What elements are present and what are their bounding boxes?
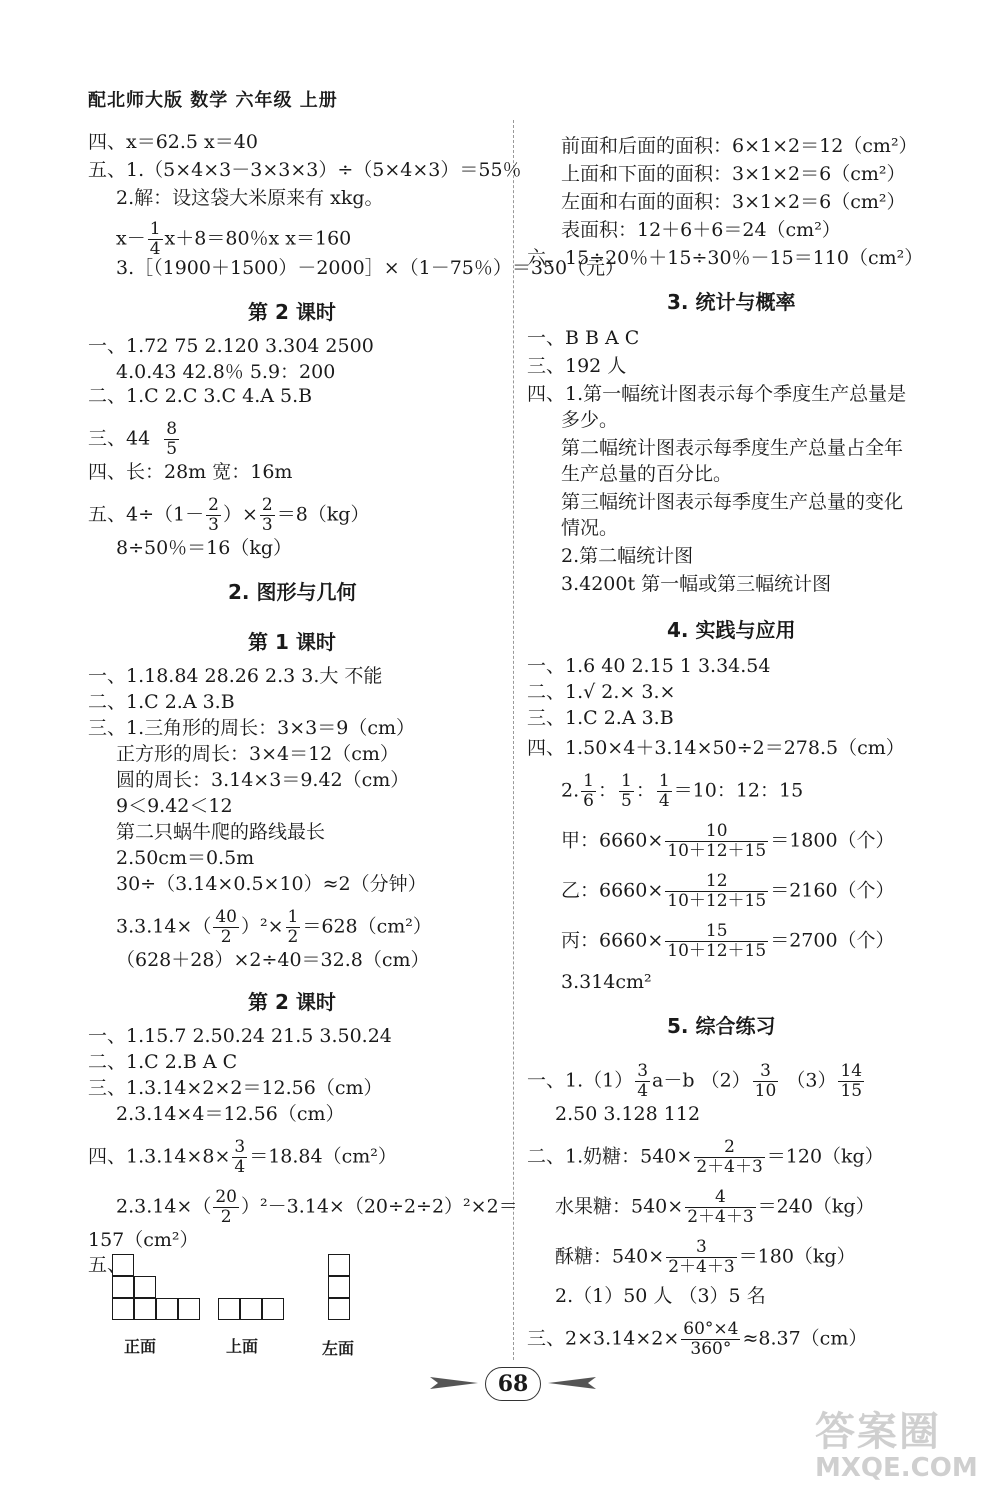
answer-line: 3.4200t 第一幅或第三幅统计图 bbox=[561, 573, 832, 595]
answer-line: 2.解：设这袋大米原来有 xkg。 bbox=[116, 187, 384, 209]
grid-cell bbox=[112, 1298, 134, 1320]
fraction: $\frac{1}{5}$ bbox=[620, 771, 632, 811]
answer-line: 圆的周长：3.14×3＝9.42（cm） bbox=[116, 769, 410, 791]
answer-line: 二、1.C 2.B A C bbox=[88, 1051, 238, 1073]
answer-line: 2.3.14×（ $\frac{20}{2}$ ）²－3.14×（20÷2÷2）²×2＝ bbox=[116, 1187, 518, 1227]
watermark bbox=[815, 1400, 978, 1483]
answer-line: 乙：6660× $\frac{12}{10+12+15}$ ＝2160（个） bbox=[561, 871, 895, 911]
answer-line: 3.314cm² bbox=[561, 971, 652, 993]
answer-line: 上面和下面的面积：3×1×2＝6（cm²） bbox=[561, 163, 906, 185]
answer-line: 一、1.（1） $\frac{3}{4}$ a－b （2） $\frac{3}{10}$ （3） $\frac{14}{15}$ bbox=[527, 1061, 863, 1101]
fraction: $\frac{1}{4}$ bbox=[149, 219, 161, 259]
book-header: 配北师大版 数学 六年级 上册 bbox=[88, 90, 338, 111]
grid-cell bbox=[328, 1276, 350, 1298]
answer-line: 第二幅统计图表示每季度生产总量占全年 bbox=[561, 437, 904, 459]
answer-line: 一、1.18.84 28.26 2.3 3.大 不能 bbox=[88, 665, 383, 687]
answer-line: 左面和右面的面积：3×1×2＝6（cm²） bbox=[561, 191, 906, 213]
grid-cell bbox=[112, 1276, 134, 1298]
answer-line: 情况。 bbox=[561, 517, 619, 539]
fraction: $\frac{3}{4}$ bbox=[637, 1061, 649, 1101]
answer-line: 二、1.C 2.C 3.C 4.A 5.B bbox=[88, 385, 313, 407]
answer-line: 四、1.3.14×8× $\frac{3}{4}$ ＝18.84（cm²） bbox=[88, 1137, 397, 1177]
section-heading: 第 2 课时 bbox=[248, 300, 336, 324]
answer-line: 表面积：12＋6＋6＝24（cm²） bbox=[561, 219, 841, 241]
view-label-top: 上面 bbox=[226, 1337, 259, 1356]
fraction: $\frac{20}{2}$ bbox=[215, 1187, 237, 1227]
column-divider bbox=[513, 120, 514, 1360]
answer-line: 前面和后面的面积：6×1×2＝12（cm²） bbox=[561, 135, 918, 157]
fraction: $\frac{10}{10+12+15}$ bbox=[667, 821, 767, 861]
page-number: 68 bbox=[485, 1367, 541, 1401]
answer-line: 8÷50％＝16（kg） bbox=[116, 537, 293, 559]
answer-line: 多少。 bbox=[561, 409, 619, 431]
grid-cell bbox=[240, 1298, 262, 1320]
answer-line: 丙：6660× $\frac{15}{10+12+15}$ ＝2700（个） bbox=[561, 921, 895, 961]
answer-line: 三、44 $\frac{8}{5}$ bbox=[88, 419, 178, 459]
fraction: $\frac{2}{3}$ bbox=[261, 495, 273, 535]
fraction: $\frac{2}{3}$ bbox=[208, 495, 219, 535]
answer-line: 157（cm²） bbox=[88, 1229, 199, 1251]
grid-cell bbox=[262, 1298, 284, 1320]
fraction: $\frac{60^\circ\times 4}{360^\circ}$ bbox=[683, 1319, 739, 1359]
answer-line: 生产总量的百分比。 bbox=[561, 463, 733, 485]
answer-line: 四、1.第一幅统计图表示每个季度生产总量是 bbox=[527, 383, 907, 405]
fraction: $\frac{1}{6}$ bbox=[583, 771, 594, 811]
fraction: $\frac{14}{15}$ bbox=[840, 1061, 863, 1101]
three-views-figure bbox=[88, 1250, 388, 1360]
section-heading: 3. 统计与概率 bbox=[667, 290, 796, 314]
watermark-url: MXQE.COM bbox=[815, 1453, 978, 1483]
fraction: $\frac{40}{2}$ bbox=[215, 907, 237, 947]
fraction: $\frac{3}{2+4+3}$ bbox=[668, 1237, 735, 1277]
grid-cell bbox=[134, 1298, 156, 1320]
answer-line: 酥糖：540× $\frac{3}{2+4+3}$ ＝180（kg） bbox=[555, 1237, 856, 1277]
answer-line: 三、1.C 2.A 3.B bbox=[527, 707, 674, 729]
answer-line: 三、192 人 bbox=[527, 355, 627, 377]
watermark-logo: 答案圈 bbox=[815, 1409, 941, 1455]
answer-line: 30÷（3.14×0.5×10）≈2（分钟） bbox=[116, 873, 427, 895]
section-heading: 第 2 课时 bbox=[248, 990, 336, 1014]
left-ornament-icon bbox=[430, 1377, 478, 1389]
answer-line: 2.50 3.128 112 bbox=[555, 1103, 701, 1125]
view-label-front: 正面 bbox=[124, 1337, 157, 1356]
grid-cell bbox=[156, 1298, 178, 1320]
fraction: $\frac{15}{10+12+15}$ bbox=[667, 921, 767, 961]
answer-line: 甲：6660× $\frac{10}{10+12+15}$ ＝1800（个） bbox=[561, 821, 895, 861]
answer-line: 二、1.奶糖：540× $\frac{2}{2+4+3}$ ＝120（kg） bbox=[527, 1137, 884, 1177]
answer-line: 2.（1）50 人 （3）5 名 bbox=[555, 1285, 766, 1307]
answer-line: 一、1.6 40 2.15 1 3.34.54 bbox=[527, 655, 771, 677]
answer-line: 2. $\frac{1}{6}$ ： $\frac{1}{5}$ ： $\frac{1}{4}$ ＝10：12：15 bbox=[561, 771, 804, 811]
grid-cell bbox=[328, 1298, 350, 1320]
answer-line: 三、2×3.14×2× $\frac{60^\circ\times 4}{360^\circ}$ ≈8.37（cm） bbox=[527, 1319, 868, 1359]
answer-line: 第三幅统计图表示每季度生产总量的变化 bbox=[561, 491, 904, 513]
answer-line: 一、1.15.7 2.50.24 21.5 3.50.24 bbox=[88, 1025, 392, 1047]
answer-line: 五、1.（5×4×3－3×3×3）÷（5×4×3）＝55％ bbox=[88, 159, 522, 181]
answer-line: （628＋28）×2÷40＝32.8（cm） bbox=[116, 949, 430, 971]
right-ornament-icon bbox=[548, 1377, 596, 1389]
fraction: $\frac{8}{5}$ bbox=[166, 419, 178, 459]
answer-line: 五、4÷（1－ $\frac{2}{3}$ ）× $\frac{2}{3}$ ＝8（kg） bbox=[88, 495, 370, 535]
answer-line: 四、1.50×4＋3.14×50÷2＝278.5（cm） bbox=[527, 737, 905, 759]
fraction: $\frac{1}{2}$ bbox=[287, 907, 299, 947]
fraction: $\frac{4}{2+4+3}$ bbox=[687, 1187, 754, 1227]
answer-line: x－ $\frac{1}{4}$ x＋8＝80％x x＝160 bbox=[116, 219, 352, 259]
grid-cell bbox=[328, 1254, 350, 1276]
fraction: $\frac{2}{2+4+3}$ bbox=[696, 1137, 763, 1177]
answer-line: 2.50cm＝0.5m bbox=[116, 847, 255, 869]
answer-line: 3.［（1900＋1500）－2000］×（1－75％）＝350（元） bbox=[116, 257, 625, 279]
fraction: $\frac{3}{4}$ bbox=[234, 1137, 246, 1177]
answer-line: 三、1.3.14×2×2＝12.56（cm） bbox=[88, 1077, 383, 1099]
fraction: $\frac{12}{10+12+15}$ bbox=[667, 871, 767, 911]
answer-line: 二、1.C 2.A 3.B bbox=[88, 691, 235, 713]
answer-line: 水果糖：540× $\frac{4}{2+4+3}$ ＝240（kg） bbox=[555, 1187, 875, 1227]
grid-cell bbox=[178, 1298, 200, 1320]
answer-line: 正方形的周长：3×4＝12（cm） bbox=[116, 743, 399, 765]
section-heading: 2. 图形与几何 bbox=[228, 580, 357, 604]
view-label-left: 左面 bbox=[322, 1339, 355, 1358]
answer-line: 4.0.43 42.8％ 5.9：200 bbox=[116, 361, 336, 383]
fraction: $\frac{1}{4}$ bbox=[658, 771, 670, 811]
answer-line: 第二只蜗牛爬的路线最长 bbox=[116, 821, 326, 843]
grid-cell bbox=[218, 1298, 240, 1320]
answer-line: 六、15÷20％＋15÷30％－15＝110（cm²） bbox=[527, 247, 924, 269]
grid-cell bbox=[134, 1276, 156, 1298]
answer-line: 9＜9.42＜12 bbox=[116, 795, 233, 817]
section-heading: 第 1 课时 bbox=[248, 630, 336, 654]
answer-line: 一、1.72 75 2.120 3.304 2500 bbox=[88, 335, 374, 357]
section-heading: 4. 实践与应用 bbox=[667, 618, 796, 642]
answer-line: 四、x＝62.5 x＝40 bbox=[88, 131, 258, 153]
fraction: $\frac{3}{10}$ bbox=[754, 1061, 777, 1101]
section-heading: 5. 综合练习 bbox=[667, 1014, 776, 1038]
answer-line: 2.3.14×4＝12.56（cm） bbox=[116, 1103, 345, 1125]
question-label: 五、 bbox=[88, 1254, 127, 1276]
answer-line: 二、1.√ 2.× 3.× bbox=[527, 681, 676, 703]
answer-line: 一、B B A C bbox=[527, 327, 640, 349]
answer-line: 3.3.14×（ $\frac{40}{2}$ ）²× $\frac{1}{2}$ ＝628（cm²） bbox=[116, 907, 432, 947]
answer-line: 四、长：28m 宽：16m bbox=[88, 461, 293, 483]
answer-line: 三、1.三角形的周长：3×3＝9（cm） bbox=[88, 717, 415, 739]
grid-cell bbox=[112, 1254, 134, 1276]
page-footer bbox=[430, 1365, 600, 1405]
answer-line: 2.第二幅统计图 bbox=[561, 545, 694, 567]
